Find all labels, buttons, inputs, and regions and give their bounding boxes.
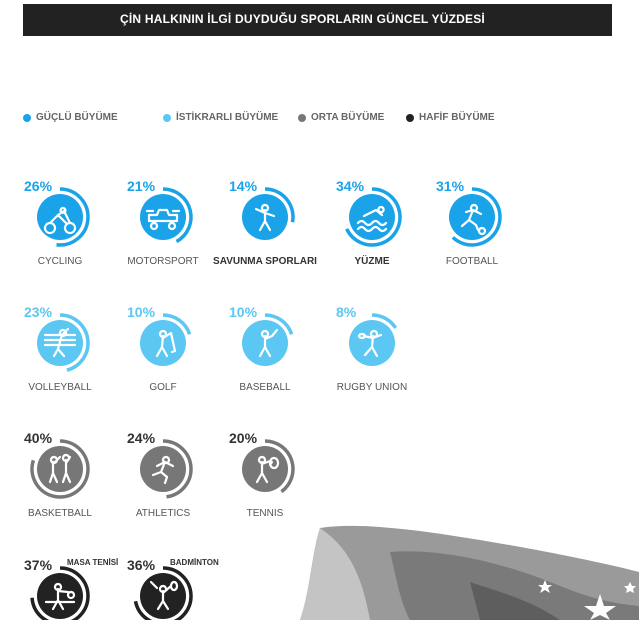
sport-label: BADMİNTON [170,558,219,567]
legend-label: GÜÇLÜ BÜYÜME [36,112,118,123]
value-label: 10% [127,304,156,320]
sport-football [449,189,500,245]
sport-label: YÜZME [354,256,390,267]
sport-savunma-sporlari [242,189,293,240]
sport-volleyball [37,315,88,370]
sport-label: CYCLING [37,256,83,267]
sport-disc [242,446,288,492]
legend-label: HAFİF BÜYÜME [419,112,495,123]
legend-label: İSTİKRARLI BÜYÜME [176,112,279,123]
sport-label: GOLF [149,382,177,393]
sport-disc [37,446,83,492]
sport-label: FOOTBALL [445,256,499,267]
sport-disc [37,573,83,619]
sport-athletics [140,441,191,497]
sport-label: RUGBY UNION [336,382,408,393]
sport-rugby-union [349,315,396,366]
sport-cycling [37,189,88,245]
sport-label: ATHLETICS [135,508,191,519]
sport-label: MASA TENİSİ [67,558,119,567]
value-label: 23% [24,304,53,320]
sport-label: TENNIS [246,508,284,519]
value-label: 31% [436,178,465,194]
sport-label: BASEBALL [239,382,291,393]
sport-golf [140,315,190,366]
flag-image [300,522,639,620]
value-label: 8% [336,304,357,320]
sport-masa-teni̇si̇ [32,568,88,620]
value-label: 36% [127,557,156,573]
sport-label: VOLLEYBALL [28,382,92,393]
value-label: 14% [229,178,258,194]
legend-label: ORTA BÜYÜME [311,112,385,123]
value-label: 37% [24,557,53,573]
sport-basketball [32,441,88,497]
sport-tennis [242,441,293,492]
sport-label: MOTORSPORT [127,256,199,267]
sport-baseball [242,315,292,366]
value-label: 20% [229,430,258,446]
sport-motorsport [140,189,191,242]
sport-yüzme [347,189,400,245]
value-label: 26% [24,178,53,194]
value-label: 34% [336,178,365,194]
page-title: ÇİN HALKININ İLGİ DUYDUĞU SPORLARIN GÜNCEL YÜZDESİ [120,12,485,26]
value-label: 21% [127,178,156,194]
sport-label: BASKETBALL [28,508,92,519]
value-label: 40% [24,430,53,446]
sport-disc [140,194,186,240]
value-label: 24% [127,430,156,446]
sport-label: SAVUNMA SPORLARI [213,256,317,267]
sport-badmi̇nton [135,568,191,620]
sport-disc [349,194,395,240]
value-label: 10% [229,304,258,320]
sport-disc [449,194,495,240]
